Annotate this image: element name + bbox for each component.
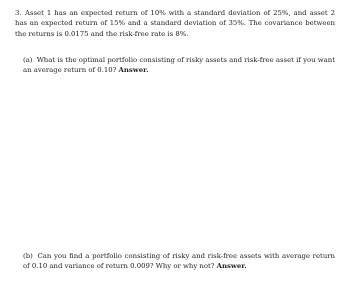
part-a-question: What is the optimal portfolio consisting of risky assets and risk-free asset if you want an average return of 0.10?: [23, 56, 335, 75]
part-b: [23, 251, 335, 272]
problem-text: Asset 1 has an expected return of 10% with a standard deviation of 25%, and asset 2 has an expected return of 15% and a standard deviation of 35%. The covariance between the returns is 0.0175 and the risk-free rate is 8%.: [15, 9, 335, 38]
part-b-question: Can you find a portfolio consisting of risky and risk-free assets with average return of 0.10 and variance of return 0.009? Why or why not?: [23, 252, 335, 271]
part-b-label: (b): [23, 252, 33, 260]
problem-number: 3.: [15, 9, 22, 17]
part-a-label: (a): [23, 56, 33, 64]
part-b-answer-label: Answer.: [216, 262, 247, 271]
part-a: [23, 55, 335, 76]
part-a-answer-label: Answer.: [118, 66, 149, 75]
problem-statement: [15, 8, 335, 39]
